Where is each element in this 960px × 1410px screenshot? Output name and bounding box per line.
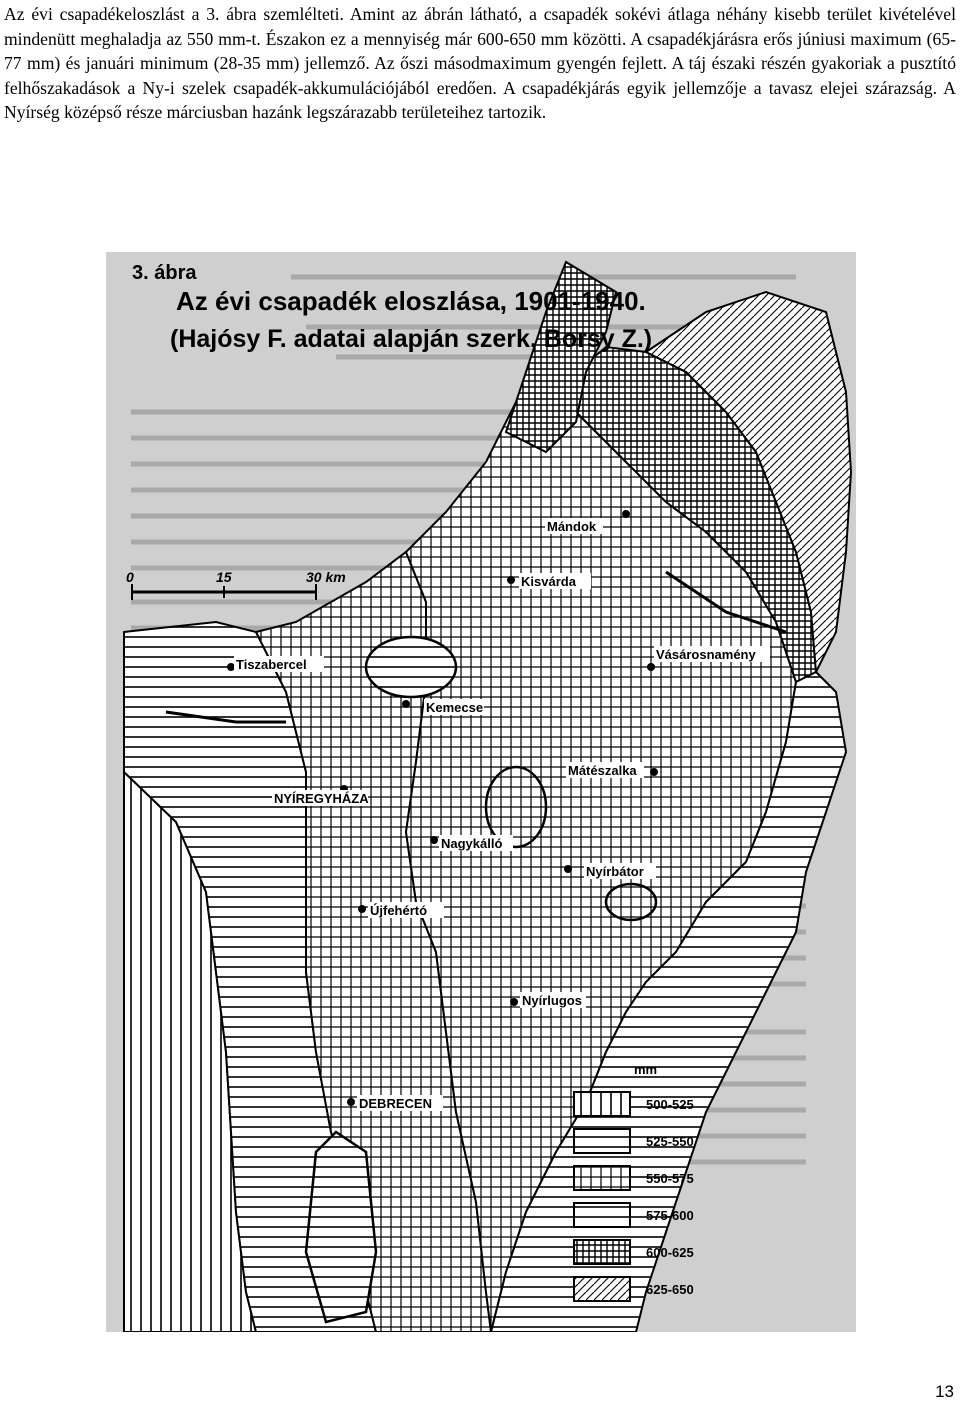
legend-label-575-600: 575-600 [646, 1208, 694, 1223]
legend-swatch-500-525 [574, 1092, 630, 1116]
legend-label-625-650: 625-650 [646, 1282, 694, 1297]
precipitation-map [124, 262, 851, 1332]
place-mandok: Mándok [547, 519, 597, 534]
place-nyirbator: Nyírbátor [586, 864, 644, 879]
place-kemecse: Kemecse [426, 700, 484, 715]
scale-label-0: 0 [126, 569, 134, 585]
place-dot [227, 663, 235, 671]
place-dot [647, 663, 655, 671]
legend-label-600-625: 600-625 [646, 1245, 694, 1260]
place-dot [347, 1098, 355, 1106]
place-dot [622, 510, 630, 518]
figure-title: Az évi csapadék eloszlása, 1901-1940. [176, 286, 646, 316]
place-dot [564, 865, 572, 873]
legend-label-550-575: 550-575 [646, 1171, 694, 1186]
page-number: 13 [935, 1382, 954, 1401]
place-nyirlugos: Nyírlugos [522, 993, 582, 1008]
precipitation-map-figure [106, 252, 856, 1332]
figure-number: 3. ábra [132, 262, 197, 284]
place-ujfeherto: Újfehértó [370, 903, 428, 918]
place-dot [510, 998, 518, 1006]
isohyet-kemecse [366, 637, 456, 697]
place-dot [402, 700, 410, 708]
legend-swatch-625-650 [574, 1277, 630, 1301]
scale-bar [126, 569, 346, 600]
place-nyiregyhaza: NYÍREGYHÁZA [274, 791, 369, 806]
legend-swatch-600-625 [574, 1240, 630, 1264]
figure-subtitle: (Hajósy F. adatai alapján szerk. Borsy Z.) [170, 325, 653, 353]
place-vasarosnameny: Vásárosnamény [656, 647, 756, 662]
legend-unit: mm [634, 1062, 658, 1077]
place-dot [358, 905, 366, 913]
place-nagykallo: Nagykálló [441, 836, 503, 851]
body-paragraph: Az évi csapadékeloszlást a 3. ábra szemlélteti. Amint az ábrán látható, a csapadék sokévi átlaga néhány kisebb terület kivételével mindenütt meghaladja az 550 mm-t. Északon ez a mennyiség már 600-650 mm közötti. A csapadékjárásra erős júniusi maximum (65-77 mm) és januári minimum (28-35 mm) jellemző. Az őszi másodmaximum gyengén fejlett. A táj északi részén gyakoriak a pusztító felhőszakadások a Ny-i szelek csapadék-akkumulációjából eredően. A csapadékjárás egyik jellemzője a tavasz elejei szárazság. A Nyírség középső része márciusban hazánk legszárazabb területeihez tartozik. [4, 4, 956, 123]
scale-label-30: 30 km [306, 569, 346, 585]
legend-label-500-525: 500-525 [646, 1097, 694, 1112]
place-tiszabercel: Tiszabercel [236, 657, 307, 672]
legend-label-525-550: 525-550 [646, 1134, 694, 1149]
place-mateszalka: Mátészalka [568, 763, 637, 778]
isohyet-nyirbator [606, 884, 656, 920]
legend-swatch-525-550 [574, 1129, 630, 1153]
place-kisvarda: Kisvárda [521, 574, 576, 589]
place-dot [430, 836, 438, 844]
legend-swatch-575-600 [574, 1203, 630, 1227]
place-dot [507, 576, 515, 584]
legend-swatch-550-575 [574, 1166, 630, 1190]
scale-label-15: 15 [216, 569, 232, 585]
place-dot [650, 768, 658, 776]
place-debrecen: DEBRECEN [359, 1096, 432, 1111]
